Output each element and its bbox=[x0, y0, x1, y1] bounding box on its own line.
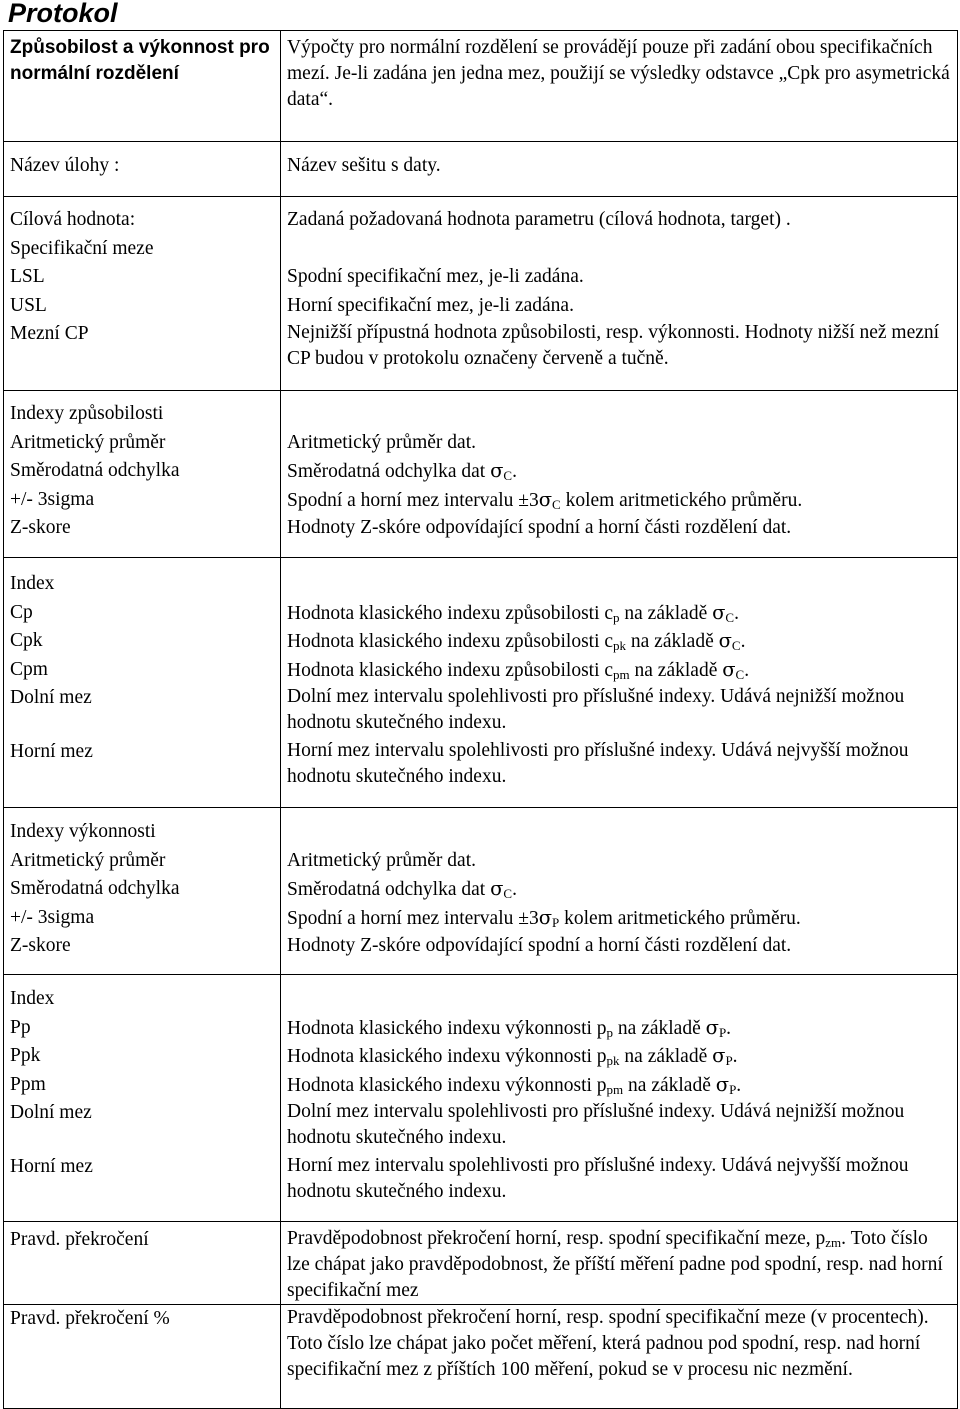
spec-row bbox=[4, 197, 958, 391]
performance-stats-row bbox=[4, 808, 958, 975]
upper-description: Horní mez intervalu spolehlivosti pro příslušné indexy. Udává nejvyšší možnou hodnotu skutečného indexu. bbox=[287, 740, 909, 787]
mean-label: Aritmetický průměr bbox=[10, 431, 166, 453]
performance-index-row bbox=[4, 975, 958, 1222]
protocol-table bbox=[3, 30, 958, 1409]
pp-label: Pp bbox=[10, 1016, 31, 1038]
capability-index-row bbox=[4, 558, 958, 808]
capability-labels bbox=[4, 391, 281, 558]
capability-heading: Indexy způsobilosti bbox=[10, 403, 164, 424]
page-title: Protokol bbox=[8, 0, 118, 28]
perf-upper-description: Horní mez intervalu spolehlivosti pro příslušné indexy. Udává nejvyšší možnou hodnotu skutečného indexu. bbox=[287, 1155, 909, 1202]
exceed-row bbox=[4, 1222, 958, 1305]
ppm-description: Hodnota klasického indexu výkonnosti $p_{pm}$ na základě $\sigma_P$. bbox=[287, 1072, 742, 1097]
pp-description: Hodnota klasického indexu výkonnosti $p_p$ na základě $\sigma_P$. bbox=[287, 1015, 732, 1040]
ppm-label: Ppm bbox=[10, 1073, 46, 1095]
cp-description: Hodnota klasického indexu způsobilosti $c_p$ na základě $\sigma_C$. bbox=[287, 600, 739, 625]
perf-mean-description: Aritmetický průměr dat. bbox=[287, 849, 476, 871]
perf-lower-label: Dolní mez bbox=[10, 1102, 92, 1123]
cpm-description: Hodnota klasického indexu způsobilosti $c_{pm}$ na základě $\sigma_C$. bbox=[287, 657, 750, 682]
perf-sd-label: Směrodatná odchylka bbox=[10, 878, 180, 899]
performance-descriptions bbox=[281, 808, 958, 975]
lsl-description: Spodní specifikační mez, je-li zadána. bbox=[287, 266, 584, 287]
ppk-description: Hodnota klasického indexu výkonnosti $p_{pk}$ na základě $\sigma_P$. bbox=[287, 1044, 738, 1068]
index-heading: Index bbox=[10, 573, 55, 594]
exceed-description: Pravděpodobnost překročení horní, resp. spodní specifikační meze, $p_{zm}$. Toto číslo lze chápat jako pravděpodobnost, že příští měření padne pod spodní, resp. nad horní specifikační mez bbox=[281, 1222, 958, 1305]
sd-description: Směrodatná odchylka dat $\sigma_C$. bbox=[287, 459, 517, 483]
performance-index-labels bbox=[4, 975, 281, 1222]
lower-label: Dolní mez bbox=[10, 687, 92, 708]
header-description bbox=[281, 31, 958, 142]
sd-label: Směrodatná odchylka bbox=[10, 460, 180, 481]
capability-index-labels bbox=[4, 558, 281, 808]
spec-limits-label: Specifikační meze bbox=[10, 237, 154, 259]
usl-label: USL bbox=[10, 294, 47, 316]
perf-lower-description: Dolní mez intervalu spolehlivosti pro příslušné indexy. Udává nejnižší možnou hodnotu skutečného indexu. bbox=[287, 1101, 905, 1148]
z-score-label: Z-skore bbox=[10, 517, 71, 538]
sigma-description: Spodní a horní mez intervalu $\pm 3\sigma_C$ kolem aritmetického průměru. bbox=[287, 487, 803, 512]
usl-description: Horní specifikační mez, je-li zadána. bbox=[287, 294, 574, 316]
exceed-pct-row bbox=[4, 1305, 958, 1409]
cp-label: Cp bbox=[10, 601, 33, 623]
target-label: Cílová hodnota: bbox=[10, 209, 136, 230]
lsl-label: LSL bbox=[10, 266, 45, 287]
sigma-label: +/- 3sigma bbox=[10, 488, 95, 510]
exceed-pct-description: Pravděpodobnost překročení horní, resp. spodní specifikační meze (v procentech). Toto číslo lze chápat jako počet měření, která padnou pod spodní, resp. nad horní specifikační mez z příštích 100 měření, pokud se v procesu nic nezmění. bbox=[281, 1305, 958, 1409]
task-row bbox=[4, 142, 958, 197]
perf-sigma-label: +/- 3sigma bbox=[10, 906, 95, 928]
mean-description: Aritmetický průměr dat. bbox=[287, 431, 476, 453]
capability-stats-row bbox=[4, 391, 958, 558]
cpk-label: Cpk bbox=[10, 630, 43, 651]
performance-labels bbox=[4, 808, 281, 975]
task-description: Název sešitu s daty. bbox=[281, 142, 958, 197]
perf-sigma-description: Spodní a horní mez intervalu $\pm 3\sigma_P$ kolem aritmetického průměru. bbox=[287, 905, 801, 930]
performance-heading: Indexy výkonnosti bbox=[10, 821, 156, 842]
exceed-pct-label: Pravd. překročení % bbox=[4, 1305, 281, 1409]
spec-descriptions bbox=[281, 197, 958, 391]
target-description: Zadaná požadovaná hodnota parametru (cílová hodnota, target) . bbox=[287, 209, 791, 230]
lower-description: Dolní mez intervalu spolehlivosti pro příslušné indexy. Udává nejnižší možnou hodnotu skutečného indexu. bbox=[287, 686, 905, 733]
z-score-description: Hodnoty Z-skóre odpovídající spodní a horní části rozdělení dat. bbox=[287, 517, 792, 538]
performance-index-descriptions bbox=[281, 975, 958, 1222]
limit-cp-description: Nejnižší přípustná hodnota způsobilosti, resp. výkonnosti. Hodnoty nižší než mezní CP budou v protokolu označeny červeně a tučně. bbox=[287, 322, 940, 369]
task-label: Název úlohy : bbox=[4, 142, 281, 197]
upper-label: Horní mez bbox=[10, 741, 93, 762]
perf-sd-description: Směrodatná odchylka dat $\sigma_C$. bbox=[287, 877, 517, 901]
header-row bbox=[4, 31, 958, 142]
exceed-label: Pravd. překročení bbox=[4, 1222, 281, 1305]
cpm-label: Cpm bbox=[10, 658, 48, 680]
capability-descriptions bbox=[281, 391, 958, 558]
perf-index-heading: Index bbox=[10, 988, 55, 1009]
capability-index-descriptions bbox=[281, 558, 958, 808]
cpk-description: Hodnota klasického indexu způsobilosti $c_{pk}$ na základě $\sigma_C$. bbox=[287, 629, 746, 653]
header-text: Výpočty pro normální rozdělení se provádějí pouze při zadání obou specifikačních mezí. Je-li zadána jen jedna mez, použijí se výsledky odstavce „Cpk pro asymetrická data“. bbox=[287, 37, 950, 110]
perf-upper-label: Horní mez bbox=[10, 1156, 93, 1177]
spec-labels bbox=[4, 197, 281, 391]
limit-cp-label: Mezní CP bbox=[10, 323, 89, 344]
section-heading: Způsobilost a výkonnost pro normální rozdělení bbox=[4, 31, 281, 142]
perf-mean-label: Aritmetický průměr bbox=[10, 849, 166, 871]
perf-z-score-description: Hodnoty Z-skóre odpovídající spodní a horní části rozdělení dat. bbox=[287, 935, 792, 956]
ppk-label: Ppk bbox=[10, 1045, 41, 1066]
perf-z-score-label: Z-skore bbox=[10, 935, 71, 956]
